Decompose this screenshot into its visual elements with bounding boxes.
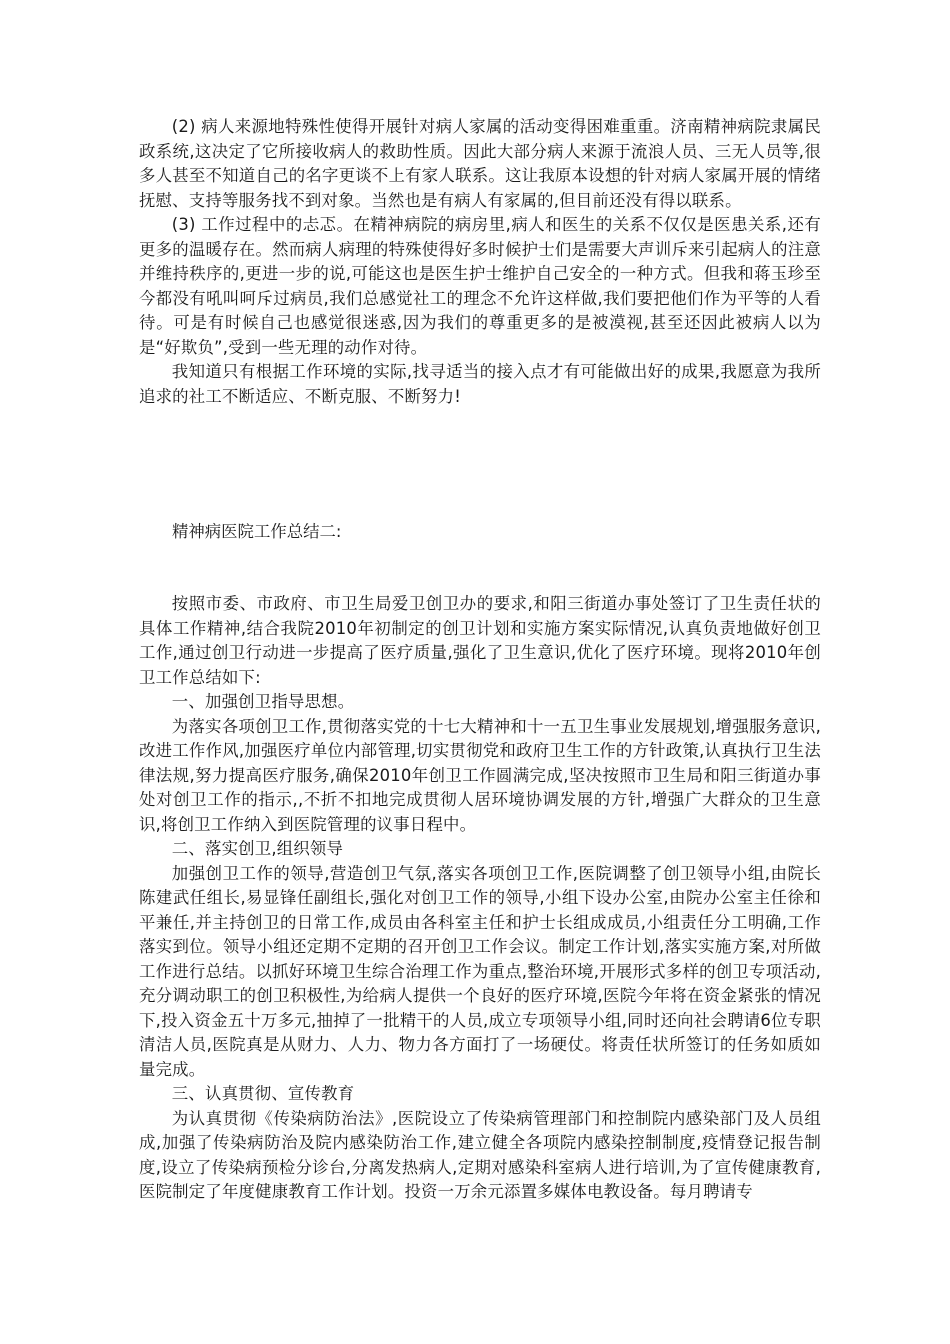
document-part-two: [139, 592, 821, 1205]
heading-two: 二、落实创卫,组织领导: [171, 839, 344, 858]
paragraph-intro: 按照市委、市政府、市卫生局爱卫创卫办的要求,和阳三街道办事处签订了卫生责任状的具体工作精神,结合我院2010年初制定的创卫计划和实施方案实际情况,认真负责地做好创卫工作,通过创卫行动进一步提高了医疗质量,强化了卫生意识,优化了医疗环境。现将2010年创卫工作总结如下:: [139, 594, 821, 687]
paragraph-one: 为落实各项创卫工作,贯彻落实党的十七大精神和十一五卫生事业发展规划,增强服务意识,改进工作作风,加强医疗单位内部管理,切实贯彻党和政府卫生工作的方针政策,认真执行卫生法律法规,努力提高医疗服务,确保2010年创卫工作圆满完成,坚决按照市卫生局和阳三街道办事处对创卫工作的指示,,不折不扣地完成贯彻人居环境协调发展的方针,增强广大群众的卫生意识,将创卫工作纳入到医院管理的议事日程中。: [139, 716, 821, 834]
paragraph-three: 为认真贯彻《传染病防治法》,医院设立了传染病管理部门和控制院内感染部门及人员组成,加强了传染病防治及院内感染防治工作,建立健全各项院内感染控制制度,疫情登记报告制度,设立了传染病预检分诊台,分离发热病人,定期对感染科室病人进行培训,为了宣传健康教育,医院制定了年度健康教育工作计划。投资一万余元添置多媒体电教设备。每月聘请专: [139, 1108, 821, 1201]
paragraph-item-2: (2) 病人来源地特殊性使得开展针对病人家属的活动变得困难重重。济南精神病院隶属民政系统,这决定了它所接收病人的救助性质。因此大部分病人来源于流浪人员、三无人员等,很多人甚至不知道自己的名字更谈不上有家人联系。这让我原本设想的针对病人家属开展的情绪抚慰、支持等服务找不到对象。当然也是有病人有家属的,但目前还没有得以联系。: [139, 117, 821, 210]
heading-one: 一、加强创卫指导思想。: [171, 692, 355, 711]
document-part-one: [139, 115, 821, 409]
paragraph-two: 加强创卫工作的领导,营造创卫气氛,落实各项创卫工作,医院调整了创卫领导小组,由院长陈建武任组长,易显锋任副组长,强化对创卫工作的领导,小组下设办公室,由院办公室主任徐和平兼任,并主持创卫的日常工作,成员由各科室主任和护士长组成成员,小组责任分工明确,工作落实到位。领导小组还定期不定期的召开创卫工作会议。制定工作计划,落实实施方案,对所做工作进行总结。以抓好环境卫生综合治理工作为重点,整治环境,开展形式多样的创卫专项活动,充分调动职工的创卫积极性,为给病人提供一个良好的医疗环境,医院今年将在资金紧张的情况下,投入资金五十万多元,抽掉了一批精干的人员,成立专项领导小组,同时还向社会聘请6位专职清洁人员,医院真是从财力、人力、物力各方面打了一场硬仗。将责任状所签订的任务如质如量完成。: [139, 863, 821, 1079]
section-title: 精神病医院工作总结二:: [172, 522, 342, 541]
heading-three: 三、认真贯彻、宣传教育: [171, 1084, 355, 1103]
paragraph-conclusion: 我知道只有根据工作环境的实际,找寻适当的接入点才有可能做出好的成果,我愿意为我所追求的社工不断适应、不断克服、不断努力!: [139, 362, 821, 406]
paragraph-item-3: (3) 工作过程中的忐忑。在精神病院的病房里,病人和医生的关系不仅仅是医患关系,还有更多的温暖存在。然而病人病理的特殊使得好多时候护士们是需要大声训斥来引起病人的注意并维持秩序的,更进一步的说,可能这也是医生护士维护自己安全的一种方式。但我和蒋玉珍至今都没有吼叫呵斥过病员,我们总感觉社工的理念不允许这样做,我们要把他们作为平等的人看待。可是有时候自己也感觉很迷惑,因为我们的尊重更多的是被漠视,甚至还因此被病人以为是“好欺负”,受到一些无理的动作对待。: [139, 215, 821, 357]
